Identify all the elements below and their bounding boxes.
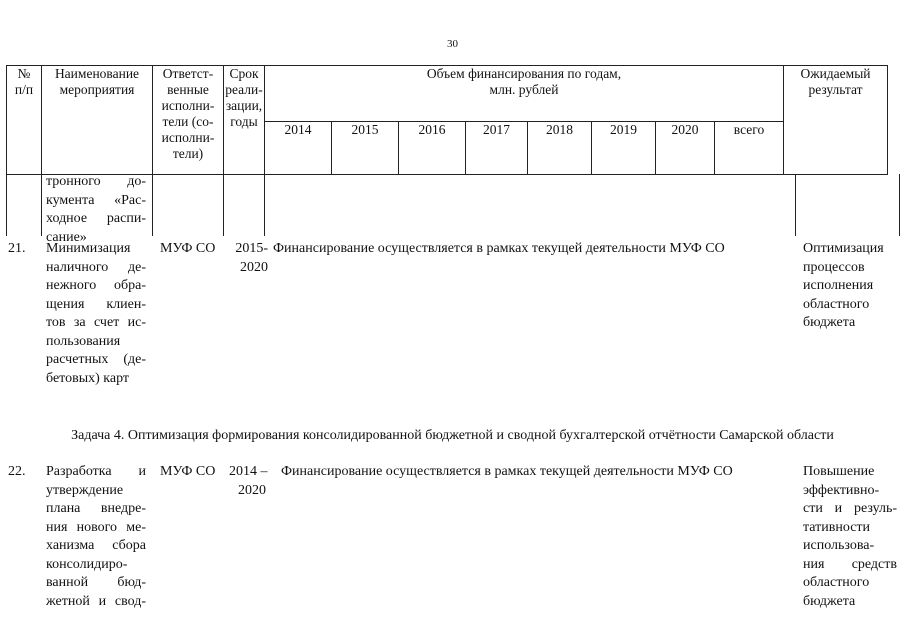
measure-name: Разработка и утверждение плана внедре- ния нового ме- ханизма сбора консолидиро- ванной бюд- жетной и свод-	[46, 464, 146, 609]
term: 2015- 2020	[235, 241, 268, 275]
responsible: МУФ СО	[160, 241, 216, 256]
column-divider	[264, 174, 265, 236]
year-cell: 2020	[656, 122, 715, 175]
column-divider	[223, 174, 224, 236]
column-divider	[899, 174, 900, 236]
column-divider	[6, 174, 7, 236]
task-heading: Задача 4. Оптимизация формирования консолидированной бюджетной и сводной бухгалтерской отчётности Самарской области	[71, 428, 834, 443]
header-num: № п/п	[7, 66, 42, 175]
expected-result: Оптимизация процессов исполнения областного бюджета	[803, 241, 884, 330]
row-number: 22.	[8, 464, 26, 479]
funding-note: Финансирование осуществляется в рамках текущей деятельности МУФ СО	[281, 464, 733, 479]
responsible: МУФ СО	[160, 464, 216, 479]
year-cell: 2018	[528, 122, 592, 175]
year-cell: 2017	[466, 122, 528, 175]
year-cell: 2019	[592, 122, 656, 175]
header-name: Наименование мероприятия	[42, 66, 153, 175]
header-term: Срок реали- зации, годы	[224, 66, 265, 175]
year-cell: 2016	[399, 122, 466, 175]
column-divider	[795, 174, 796, 236]
year-cell: 2015	[332, 122, 399, 175]
year-cell: 2014	[265, 122, 332, 175]
header-table	[6, 65, 888, 175]
header-responsible: Ответст- венные исполни- тели (со- исполни- тели)	[153, 66, 224, 175]
funding-note: Финансирование осуществляется в рамках текущей деятельности МУФ СО	[273, 241, 725, 256]
continued-measure-name: тронного до- кумента «Рас- ходное распи- сание»	[46, 174, 146, 245]
measure-name: Минимизация наличного де- нежного обра- щения клиен- тов за счет ис- пользования расчетных (де- бетовых) карт	[46, 241, 146, 386]
expected-result: Повышение эффективно- сти и резуль- тативности использова- ния средств областного бюджета	[803, 464, 897, 609]
column-divider	[41, 174, 42, 236]
row-number: 21.	[8, 241, 26, 256]
year-cell-total: всего	[715, 122, 784, 175]
header-funding: Объем финансирования по годам, млн. рублей	[265, 66, 784, 122]
header-result: Ожидаемый результат	[784, 66, 888, 175]
page-number: 30	[447, 38, 458, 50]
term: 2014 – 2020	[229, 464, 268, 498]
column-divider	[152, 174, 153, 236]
